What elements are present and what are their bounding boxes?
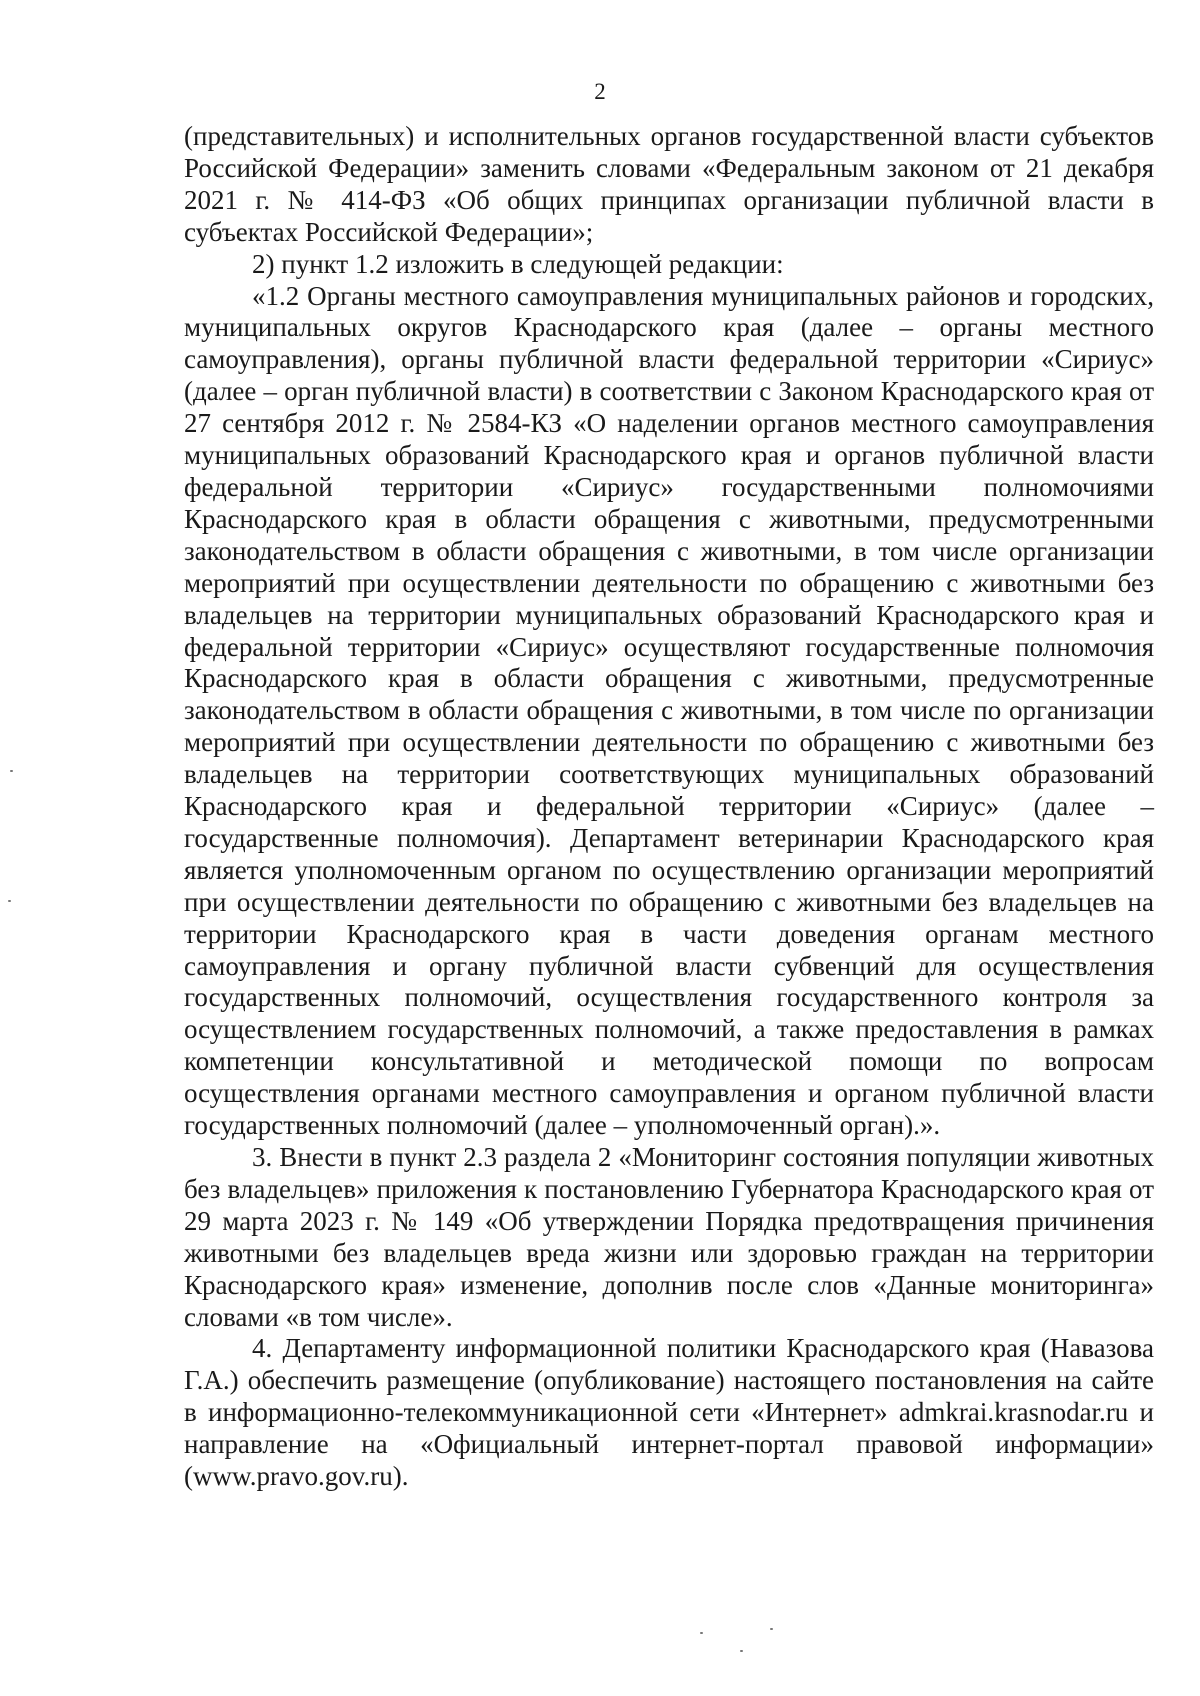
paragraph-item-3: 3. Внести в пункт 2.3 раздела 2 «Мониторинг состояния популяции животных без владельцев» приложения к постановлению Губернатора Краснодарского края от 29 марта 2023 г. № 149 «Об утверждении Порядка предотвращения причинения животными без владельцев вреда жизни или здоровью граждан на территории Краснодарского края» изменение, дополнив после слов «Данные мониторинга» словами «в том числе». [184,1142,1154,1332]
paragraph-continuation: (представительных) и исполнительных органов государственной власти субъектов Российской Федерации» заменить словами «Федеральным законом от 21 декабря 2021 г. № 414-ФЗ «Об общих принципах организации публичной власти в субъектах Российской Федерации»; [184,121,1154,247]
scan-speck [700,1632,703,1634]
page-number: 2 [594,79,606,104]
scan-speck [10,770,13,772]
scan-speck [8,900,11,902]
paragraph-item-2: 2) пункт 1.2 изложить в следующей редакции: [252,248,784,279]
scan-speck [770,1628,773,1630]
document-body [184,121,1154,1493]
paragraph-clause-1-2: «1.2 Органы местного самоуправления муниципальных районов и городских, муниципальных округов Краснодарского края (далее – органы местного самоуправления), органы публичной власти федеральной территории «Сириус» (далее – орган публичной власти) в соответствии с Законом Краснодарского края от 27 сентября 2012 г. № 2584-КЗ «О наделении органов местного самоуправления муниципальных образований Краснодарского края и органов публичной власти федеральной территории «Сириус» государственными полномочиями Краснодарского края в области обращения с животными, предусмотренными законодательством в области обращения с животными, в том числе организации мероприятий при осуществлении деятельности по обращению с животными без владельцев на территории муниципальных образований Краснодарского края и федеральной территории «Сириус» осуществляют государственные полномочия Краснодарского края в области обращения с животными, предусмотренные законодательством в области обращения с животными, в том числе по организации мероприятий при осуществлении деятельности по обращению с животными без владельцев на территории соответствующих муниципальных образований Краснодарского края и федеральной территории «Сириус» (далее – государственные полномочия). Департамент ветеринарии Краснодарского края является уполномоченным органом по осуществлению организации мероприятий при осуществлении деятельности по обращению с животными без владельцев на территории Краснодарского края в части доведения органам местного самоуправления и органу публичной власти субвенций для осуществления государственных полномочий, осуществления государственного контроля за осуществлением государственных полномочий, а также предоставления в рамках компетенции консультативной и методической помощи по вопросам осуществления органами местного самоуправления и органом публичной власти государственных полномочий (далее – уполномоченный орган).». [184,280,1154,1141]
paragraph-item-4: 4. Департаменту информационной политики Краснодарского края (Навазова Г.А.) обеспечить размещение (опубликование) настоящего постановления на сайте в информационно-телекоммуникационной сети «Интернет» admkrai.krasnodar.ru и направление на «Официальный интернет-портал правовой информации» (www.pravo.gov.ru). [184,1333,1154,1492]
scan-speck [740,1650,743,1652]
